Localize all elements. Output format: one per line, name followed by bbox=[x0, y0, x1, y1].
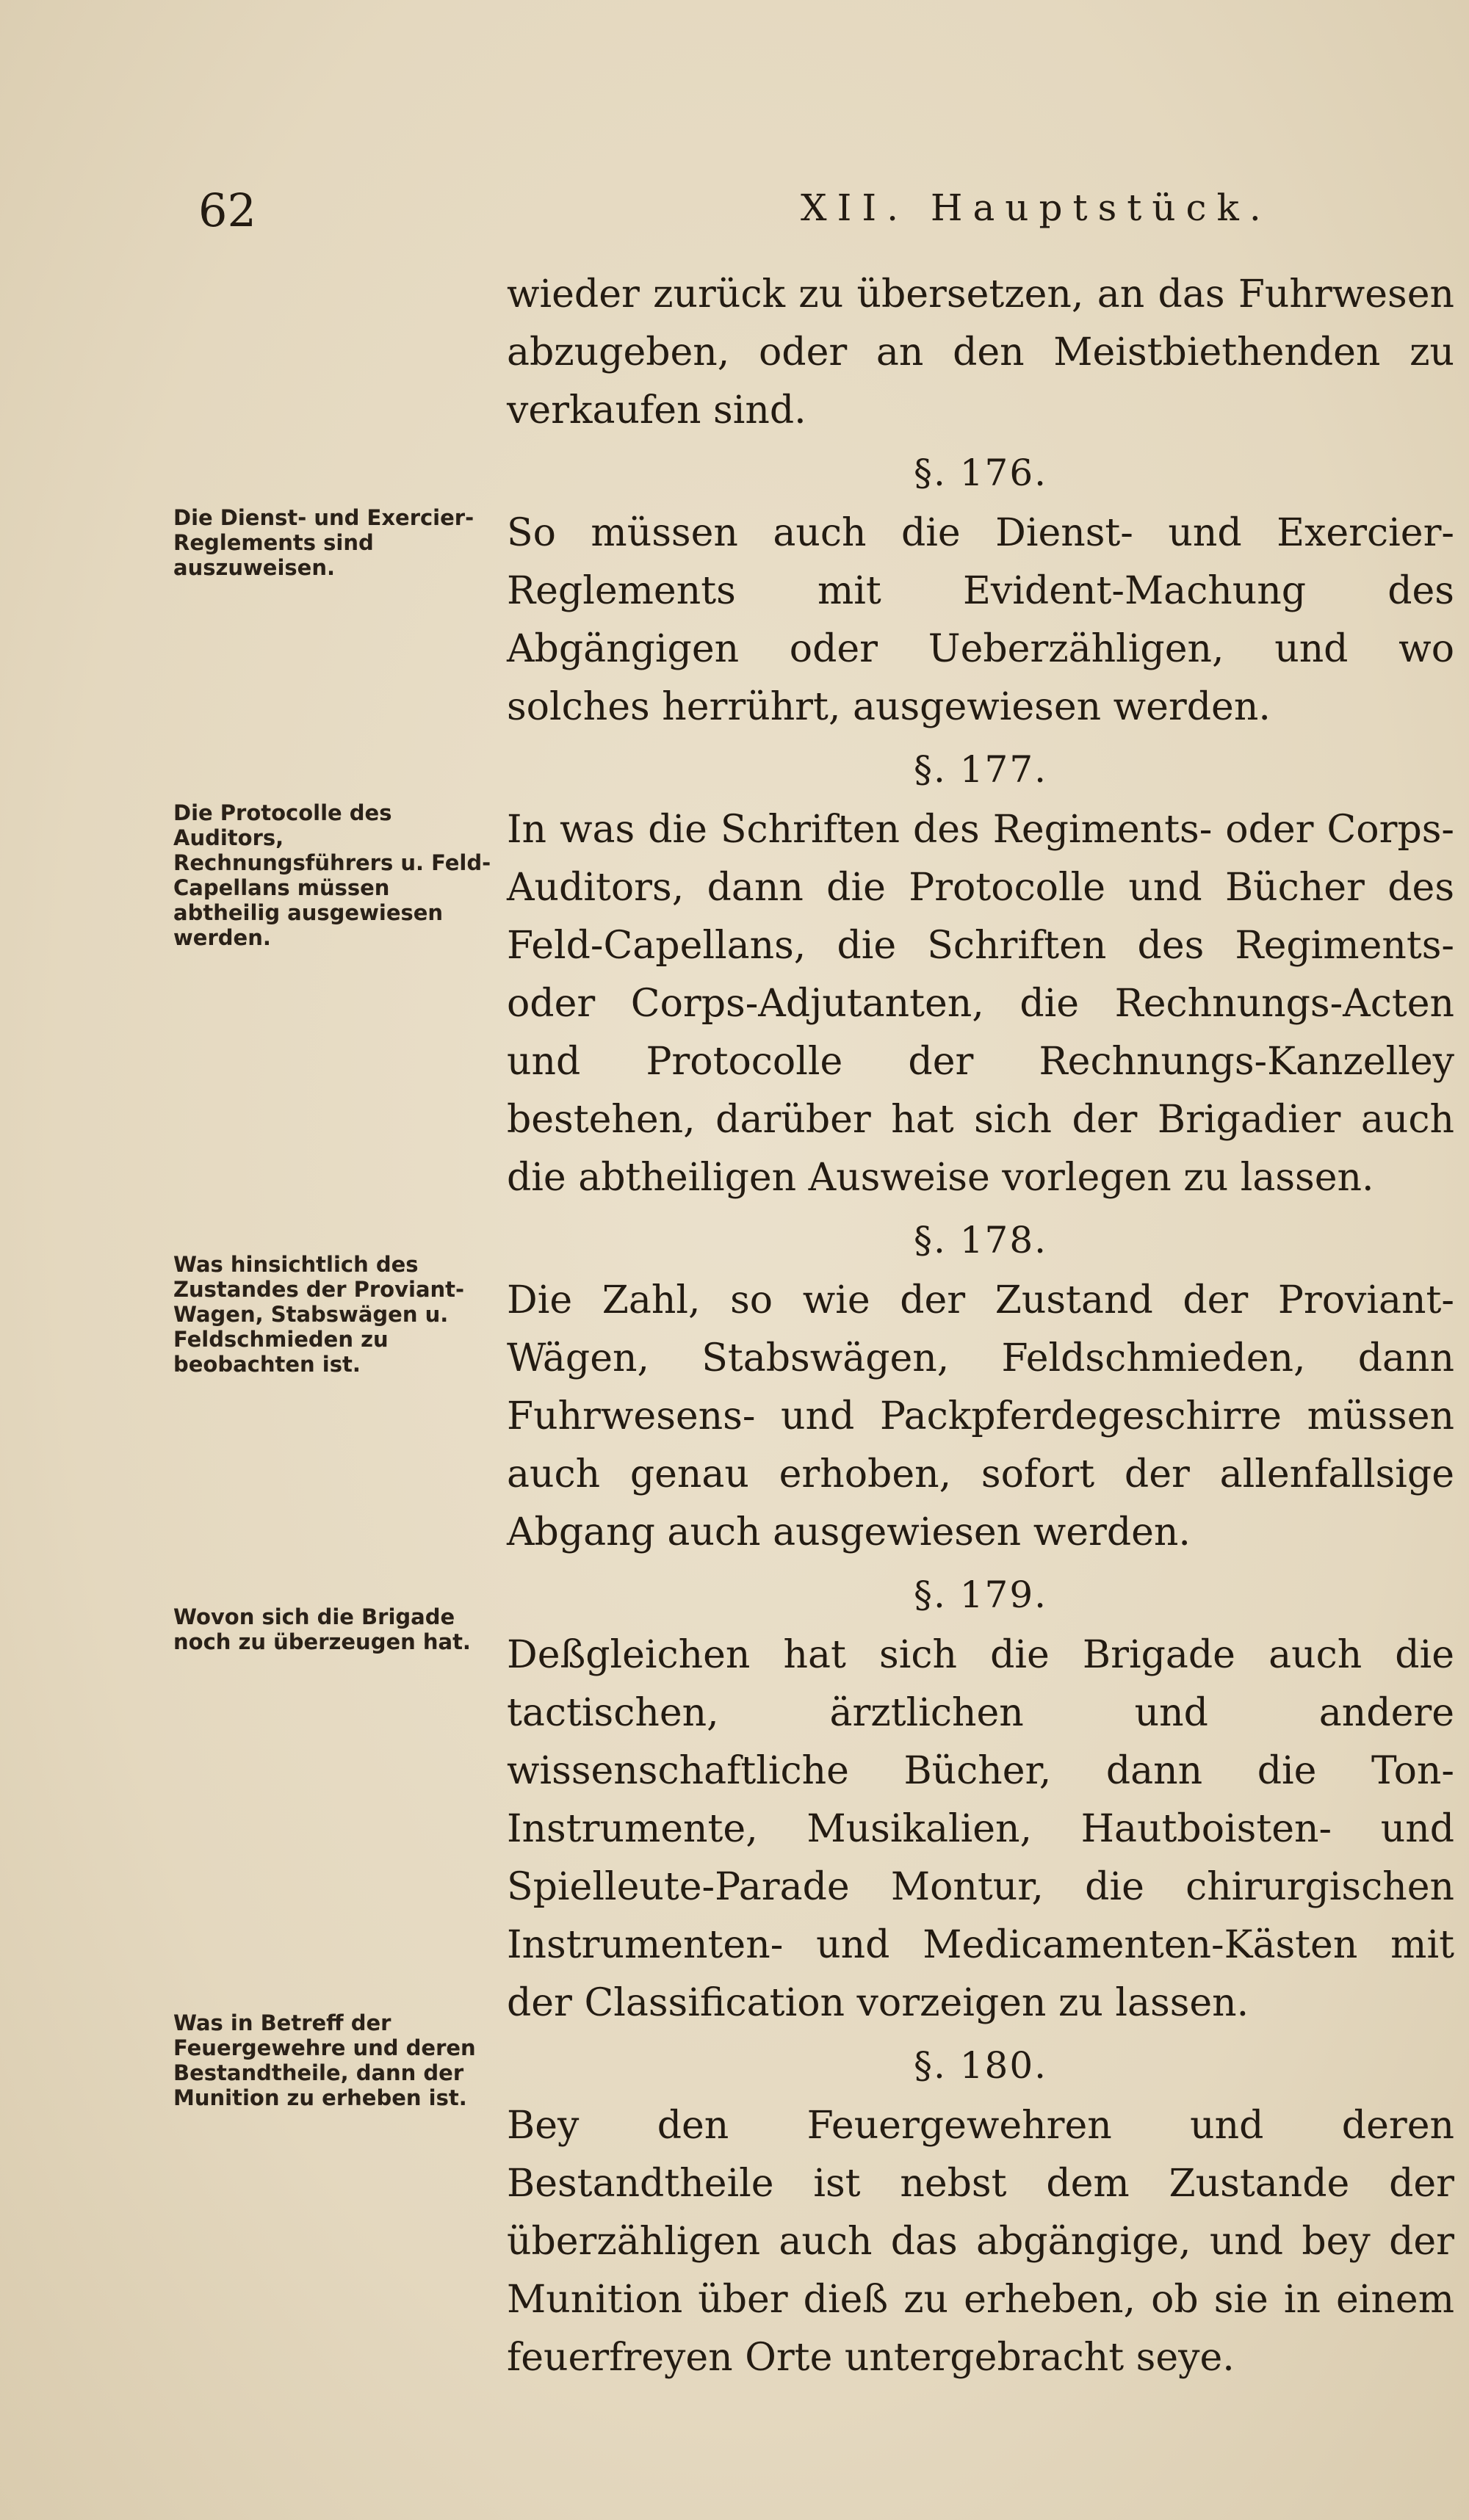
section-paragraph: Die Zahl, so wie der Zustand der Proviant-Wägen, Stabswägen, Feldschmieden, dann Fuhrwesens- und Packpferdegeschirre müssen auch genau erhoben, sofort der allenfallsige Abgang auch ausgewiesen werden. bbox=[507, 1278, 1454, 1554]
continuation-paragraph: wieder zurück zu übersetzen, an das Fuhrwesen abzugeben, oder an den Meistbiethenden zu verkaufen sind. bbox=[507, 272, 1454, 432]
page-number: 62 bbox=[198, 184, 256, 237]
main-text bbox=[507, 266, 1454, 2387]
section-number: §. 178. bbox=[913, 1219, 1048, 1261]
section-paragraph: Deßgleichen hat sich die Brigade auch die tactischen, ärztlichen und andere wissenschaftliche Bücher, dann die Ton-Instrumente, Musikalien, Hautboisten- und Spielleute-Parade Montur, die chirurgischen Instrumenten- und Medicamenten-Kästen mit der Classification vorzeigen zu lassen. bbox=[507, 1633, 1454, 2025]
section-number: §. 180. bbox=[913, 2044, 1048, 2087]
section-number: §. 179. bbox=[913, 1574, 1048, 1616]
margin-note: Was in Betreff der Feuergewehre und deren Bestandtheile, dann der Munition zu erheben ist. bbox=[173, 2010, 476, 2110]
section-paragraph: Bey den Feuergewehren und deren Bestandtheile ist nebst dem Zustande der überzähligen auch das abgängige, und bey der Munition über dieß zu erheben, ob sie in einem feuerfreyen Orte untergebracht seye. bbox=[507, 2104, 1454, 2380]
section-paragraph: So müssen auch die Dienst- und Exercier-Reglements mit Evident-Machung des Abgängigen oder Ueberzähligen, und wo solches herrührt, ausgewiesen werden. bbox=[507, 511, 1454, 729]
margin-note: Die Dienst- und Exercier-Reglements sind auszuweisen. bbox=[173, 505, 474, 580]
page-header bbox=[198, 184, 1432, 242]
margin-note: Wovon sich die Brigade noch zu überzeugen hat. bbox=[173, 1604, 471, 1654]
section-number: §. 177. bbox=[913, 748, 1048, 791]
section-paragraph: In was die Schriften des Regiments- oder Corps-Auditors, dann die Protocolle und Bücher des Feld-Capellans, die Schriften des Regiments- oder Corps-Adjutanten, die Rechnungs-Acten und Protocolle der Rechnungs-Kanzelley bestehen, darüber hat sich der Brigadier auch die abtheiligen Ausweise vorlegen zu lassen. bbox=[507, 808, 1454, 1200]
margin-note: Die Protocolle des Auditors, Rechnungsführers u. Feld-Capellans müssen abtheilig ausgewiesen werden. bbox=[173, 800, 491, 950]
section-number: §. 176. bbox=[913, 452, 1048, 494]
margin-note: Was hinsichtlich des Zustandes der Proviant-Wagen, Stabswägen u. Feldschmieden zu beobachten ist. bbox=[173, 1252, 465, 1377]
running-head: XII. Hauptstück. bbox=[801, 187, 1271, 229]
